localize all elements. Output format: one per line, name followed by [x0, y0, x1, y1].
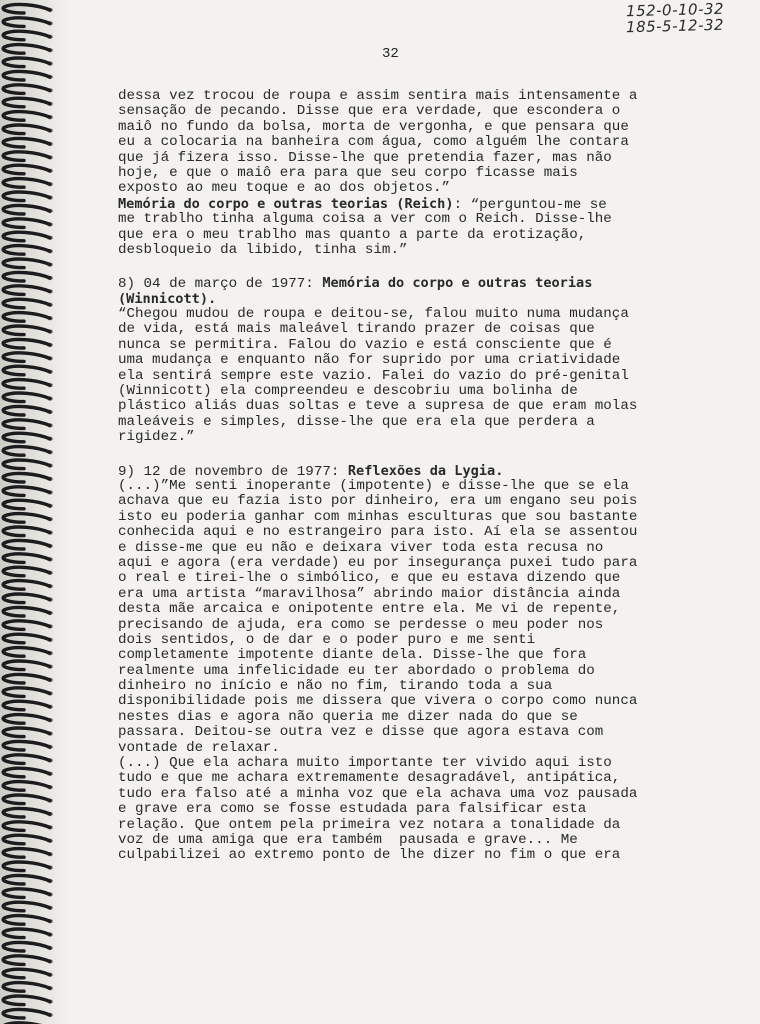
- binding-coil: [3, 4, 50, 13]
- paragraph-gap: [118, 258, 678, 276]
- body-text: dinheiro no início e não no fim, tirando toda a sua: [118, 678, 553, 695]
- text-line: [118, 151, 678, 166]
- body-text: (Winnicott) ela compreendeu e descobriu uma bolinha de: [118, 383, 578, 400]
- text-block: [118, 464, 678, 864]
- binding-coil: [3, 835, 50, 844]
- binding-coil: [3, 487, 50, 496]
- binding-coil: [3, 138, 50, 147]
- body-text: dessa vez trocou de roupa e assim sentira mais intensamente a: [118, 88, 638, 104]
- text-line: [118, 369, 678, 384]
- binding-coil: [3, 313, 50, 322]
- text-line: [118, 353, 678, 368]
- body-text: maiô no fundo da bolsa, morta de vergonha, e que pensara que: [118, 118, 629, 135]
- binding-coil: [3, 299, 50, 308]
- binding-coil: [3, 339, 50, 348]
- binding-coil: [3, 567, 50, 576]
- body-text: que já fizera isso. Disse-lhe que pretendia fazer, mas não: [118, 149, 612, 166]
- text-line: [118, 571, 678, 586]
- text-line: [118, 197, 678, 212]
- text-line: [118, 756, 678, 771]
- body-text: vontade de relaxar.: [118, 739, 280, 756]
- text-line: [118, 679, 678, 694]
- text-line: [118, 787, 678, 802]
- binding-coil: [3, 447, 50, 456]
- spiral-binding: [0, 0, 70, 1024]
- body-text: maleáveis e simples, disse-lhe que era ela que perdera a: [118, 413, 595, 430]
- binding-coil: [3, 540, 50, 549]
- text-line: [118, 228, 678, 243]
- typed-text-body: [118, 89, 678, 864]
- body-text: voz de uma amiga que era também pausada e grave... Me: [118, 831, 578, 848]
- body-text: o real e tirei-lhe o simbólico, e que eu estava dizendo que: [118, 570, 621, 587]
- binding-coil: [3, 286, 50, 295]
- binding-coil: [3, 621, 50, 630]
- body-text: me trablho tinha alguma coisa a ver com o Reich. Disse-lhe: [118, 211, 612, 228]
- binding-coil: [3, 741, 50, 750]
- binding-coil: [3, 527, 50, 536]
- binding-coil: [3, 594, 50, 603]
- binding-coil: [3, 808, 50, 817]
- binding-coil: [3, 916, 50, 925]
- body-text: disponibilidade pois me dissera que vivera o corpo como nunca: [118, 693, 638, 710]
- binding-coil: [3, 661, 50, 670]
- text-line: [118, 120, 678, 135]
- binding-coil: [3, 58, 50, 67]
- text-line: [118, 307, 678, 322]
- bold-heading-text: (Winnicott).: [118, 290, 217, 307]
- body-text: (...) Que ela achara muito importante ter vivido aqui isto: [118, 755, 612, 772]
- binding-coil: [3, 822, 50, 831]
- binding-coil: [3, 98, 50, 107]
- binding-coil: [3, 728, 50, 737]
- binding-coil: [3, 768, 50, 777]
- binding-coil: [3, 31, 50, 40]
- bold-heading-text: Reflexões da Lygia.: [347, 462, 504, 479]
- binding-coil: [3, 165, 50, 174]
- body-text: dois sentidos, o de dar e o poder puro e me senti: [118, 631, 536, 648]
- text-line: [118, 212, 678, 227]
- binding-coil: [3, 125, 50, 134]
- body-text: desta mãe arcaica e onipotente entre ela. Me vi de repente,: [118, 601, 621, 618]
- text-line: [118, 276, 678, 291]
- binding-coil: [3, 983, 50, 992]
- body-text: : “perguntou-me se: [453, 196, 607, 213]
- text-line: [118, 430, 678, 445]
- binding-coil: [3, 192, 50, 201]
- text-block: [118, 276, 678, 445]
- text-line: [118, 464, 678, 479]
- body-text: realmente uma infelicidade eu ter abordado o problema do: [118, 662, 595, 679]
- archive-number-line-2: 185-5-12-32: [625, 15, 725, 37]
- text-line: [118, 541, 678, 556]
- binding-coil: [3, 152, 50, 161]
- text-line: [118, 338, 678, 353]
- text-line: [118, 399, 678, 414]
- text-line: [118, 243, 678, 258]
- binding-coil: [3, 85, 50, 94]
- body-text: e grave era como se fosse estudada para falsificar esta: [118, 801, 587, 818]
- text-line: [118, 633, 678, 648]
- body-text: era uma artista “maravilhosa” abrindo maior distância ainda: [118, 585, 621, 602]
- binding-coil: [3, 688, 50, 697]
- body-text: isto eu poderia ganhar com minhas esculturas que sou bastante: [118, 508, 638, 525]
- binding-coil: [3, 259, 50, 268]
- binding-coil: [3, 996, 50, 1005]
- text-line: [118, 479, 678, 494]
- text-line: [118, 818, 678, 833]
- text-line: [118, 415, 678, 430]
- body-text: tudo era falso até a minha voz que ela achava uma voz pausada: [118, 785, 638, 802]
- binding-coil: [3, 18, 50, 27]
- binding-coil: [3, 473, 50, 482]
- binding-coil: [3, 674, 50, 683]
- body-text: nunca se permitira. Falou do vazio e está consciente que é: [118, 336, 612, 353]
- text-line: [118, 833, 678, 848]
- binding-coil: [3, 782, 50, 791]
- body-text: “Chegou mudou de roupa e deitou-se, falou muito numa mudança: [118, 306, 629, 323]
- binding-coil: [3, 500, 50, 509]
- body-text: conhecida aqui e no estrangeiro para isto. Aí ela se assentou: [118, 524, 638, 541]
- text-line: [118, 135, 678, 150]
- body-text: aqui e agora (era verdade) eu por insegurança puxei tudo para: [118, 554, 638, 571]
- text-line: [118, 694, 678, 709]
- text-line: [118, 710, 678, 725]
- binding-coil: [3, 326, 50, 335]
- text-line: [118, 556, 678, 571]
- body-text: eu a colocaria na banheira com água, como alguém lhe contara: [118, 134, 629, 151]
- body-text: que era o meu trablho mas quanto a parte da erotização,: [118, 226, 587, 243]
- binding-coil: [3, 701, 50, 710]
- text-block: [118, 89, 678, 258]
- binding-coil: [3, 246, 50, 255]
- text-line: [118, 848, 678, 863]
- body-text: precisando de ajuda, era como se perdesse o meu poder nos: [118, 616, 604, 633]
- binding-coil: [3, 112, 50, 121]
- binding-coil: [3, 849, 50, 858]
- binding-coil: [3, 634, 50, 643]
- body-text: desbloqueio da libido, tinha sim.”: [118, 241, 408, 258]
- text-line: [118, 384, 678, 399]
- body-text: sensação de pecando. Disse que era verdade, que escondera o: [118, 103, 621, 120]
- binding-coil: [3, 45, 50, 54]
- binding-coil: [3, 272, 50, 281]
- handwritten-archive-number: [625, 0, 725, 37]
- text-line: [118, 104, 678, 119]
- text-line: [118, 292, 678, 307]
- text-line: [118, 181, 678, 196]
- text-line: [118, 510, 678, 525]
- text-line: [118, 741, 678, 756]
- body-text: exposto ao meu toque e ao dos objetos.”: [118, 180, 451, 197]
- bold-heading-text: Memória do corpo e outras teorias: [322, 275, 593, 292]
- text-line: [118, 725, 678, 740]
- binding-coil: [3, 942, 50, 951]
- body-text: e disse-me que eu não e deixara viver toda esta recusa no: [118, 539, 604, 556]
- binding-coil: [3, 956, 50, 965]
- binding-coil: [3, 514, 50, 523]
- body-text: nestes dias e agora não queria me dizer nada do que se: [118, 708, 578, 725]
- page-number: 32: [382, 46, 399, 62]
- binding-coil: [3, 433, 50, 442]
- body-text: hoje, e que o maiô era para que seu corpo ficasse mais: [118, 164, 578, 181]
- binding-coil: [3, 902, 50, 911]
- binding-coil: [3, 889, 50, 898]
- body-text: achava que eu fazia isto por dinheiro, era um engano seu pois: [118, 493, 638, 510]
- binding-coil: [3, 795, 50, 804]
- binding-coil: [3, 219, 50, 228]
- binding-coil: [3, 969, 50, 978]
- text-line: [118, 322, 678, 337]
- archive-number-line-1: 152-0-10-32: [625, 0, 725, 21]
- body-text: culpabilizei ao extremo ponto de lhe dizer no fim o que era: [118, 847, 621, 864]
- binding-coil: [3, 380, 50, 389]
- binding-coil: [3, 875, 50, 884]
- body-text: ela sentirá sempre este vazio. Falei do vazio do pré-genital: [118, 367, 629, 384]
- text-line: [118, 587, 678, 602]
- text-line: [118, 494, 678, 509]
- body-text: completamente impotente diante dela. Disse-lhe que fora: [118, 647, 587, 664]
- text-line: [118, 166, 678, 181]
- bold-heading-text: Memória do corpo e outras teorias (Reich): [118, 195, 454, 212]
- binding-coil: [3, 366, 50, 375]
- binding-coil: [3, 862, 50, 871]
- body-text: uma mudança e enquanto não for suprido por uma criatividade: [118, 352, 621, 369]
- paragraph-gap: [118, 446, 678, 464]
- binding-coil: [3, 232, 50, 241]
- body-text: (...)”Me senti inoperante (impotente) e disse-lhe que se ela: [118, 477, 629, 494]
- body-text: plástico aliás duas soltas e teve a supresa de que eram molas: [118, 398, 638, 415]
- binding-coil: [3, 179, 50, 188]
- body-text: 9) 12 de novembro de 1977:: [118, 463, 348, 480]
- body-text: 8) 04 de março de 1977:: [118, 276, 323, 293]
- body-text: de vida, está mais maleável tirando prazer de coisas que: [118, 321, 595, 338]
- text-line: [118, 771, 678, 786]
- binding-coil: [3, 205, 50, 214]
- body-text: tudo e que me achara extremamente desagradável, antipática,: [118, 770, 621, 787]
- binding-coil: [3, 353, 50, 362]
- text-line: [118, 648, 678, 663]
- binding-coil: [3, 581, 50, 590]
- binding-coil: [3, 420, 50, 429]
- binding-coil: [3, 929, 50, 938]
- binding-coil: [3, 715, 50, 724]
- text-line: [118, 664, 678, 679]
- binding-coil: [3, 1009, 50, 1018]
- binding-coil: [3, 460, 50, 469]
- text-line: [118, 525, 678, 540]
- text-line: [118, 802, 678, 817]
- body-text: relação. Que ontem pela primeira vez notara a tonalidade da: [118, 816, 621, 833]
- text-line: [118, 618, 678, 633]
- body-text: rigidez.”: [118, 429, 195, 446]
- binding-coil: [3, 607, 50, 616]
- text-line: [118, 89, 678, 104]
- body-text: passara. Deitou-se outra vez e disse que agora estava com: [118, 724, 604, 741]
- binding-coil: [3, 393, 50, 402]
- binding-coil: [3, 554, 50, 563]
- binding-coil: [3, 755, 50, 764]
- binding-coil: [3, 406, 50, 415]
- binding-coil: [3, 648, 50, 657]
- text-line: [118, 602, 678, 617]
- binding-coil: [3, 71, 50, 80]
